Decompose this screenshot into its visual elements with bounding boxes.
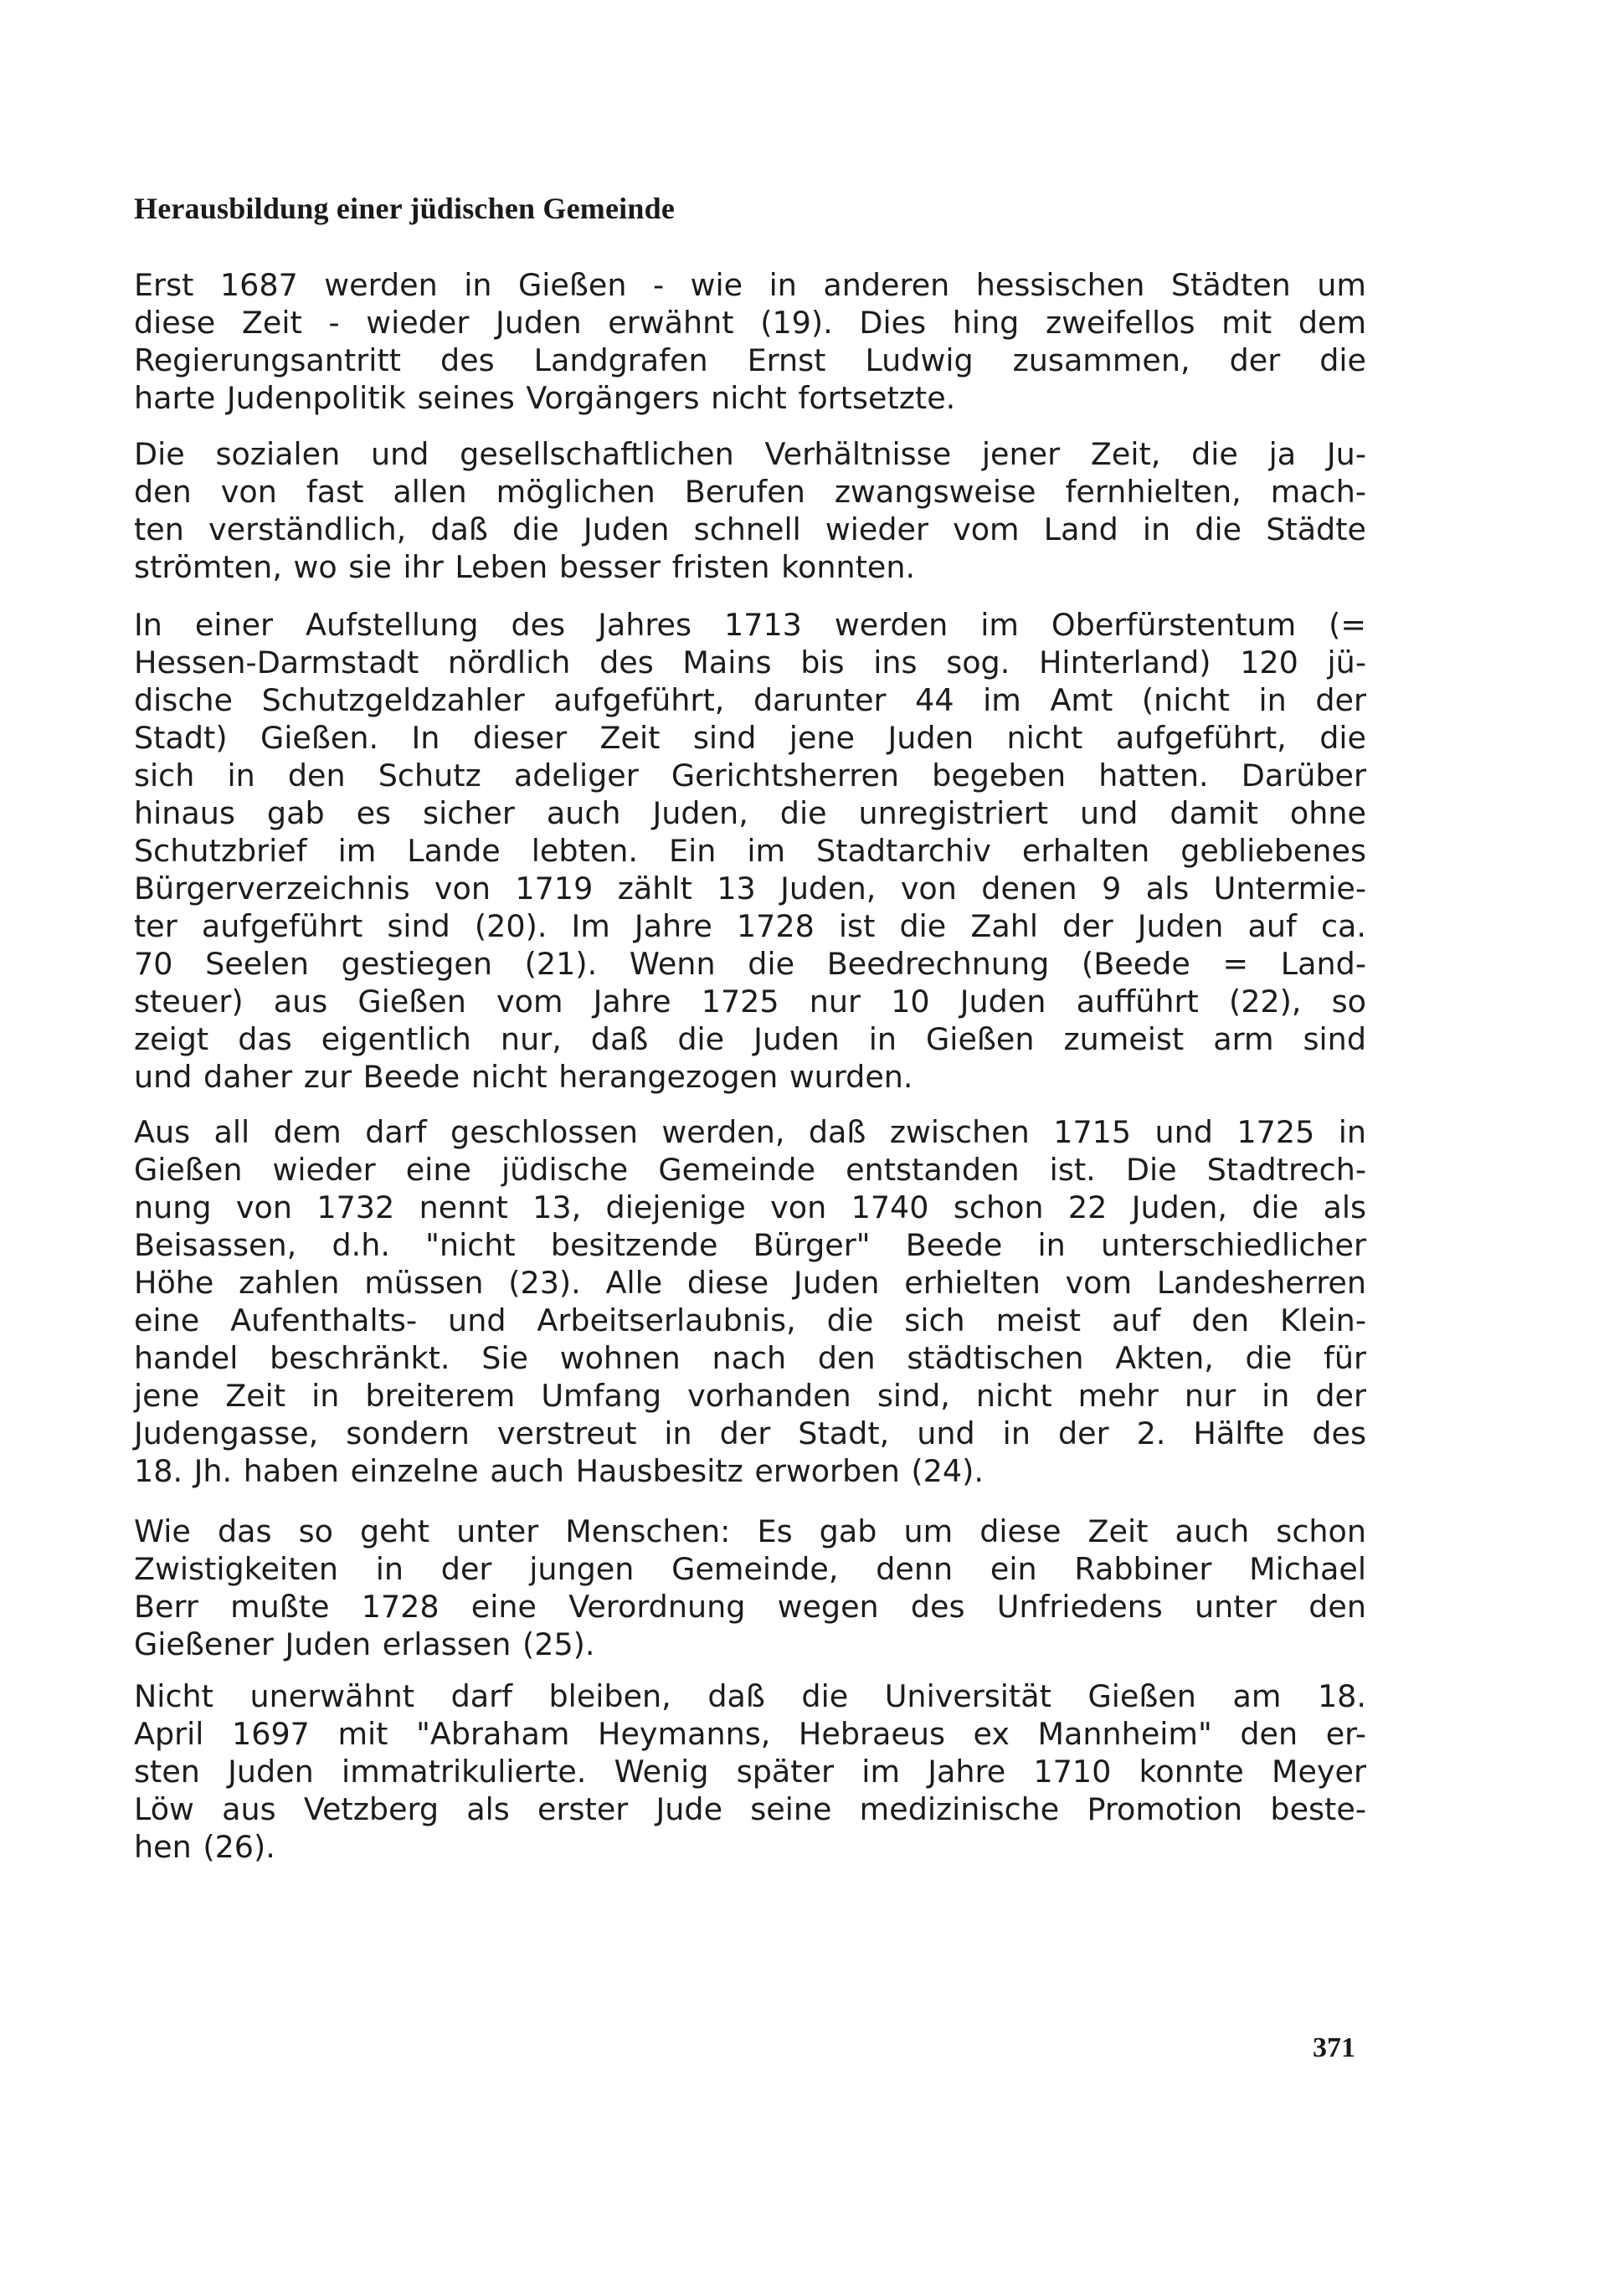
text-line: dische Schutzgeldzahler aufgeführt, darunter 44 im Amt (nicht in der: [134, 682, 1366, 718]
paragraph: [134, 435, 1366, 586]
text-line: Beisassen, d.h. "nicht besitzende Bürger" Beede in unterschiedlicher: [134, 1227, 1366, 1263]
text-line: zeigt das eigentlich nur, daß die Juden in Gießen zumeist arm sind: [134, 1021, 1366, 1057]
text-line: harte Judenpolitik seines Vorgängers nicht fortsetzte.: [134, 380, 956, 416]
text-line: Erst 1687 werden in Gießen - wie in anderen hessischen Städten um: [134, 267, 1366, 303]
paragraph: [134, 606, 1366, 1096]
paragraph: [134, 1113, 1366, 1490]
text-line: und daher zur Beede nicht herangezogen wurden.: [134, 1059, 913, 1095]
section-heading: Herausbildung einer jüdischen Gemeinde: [134, 192, 676, 225]
text-line: ten verständlich, daß die Juden schnell wieder vom Land in die Städte: [134, 511, 1366, 547]
text-line: Wie das so geht unter Menschen: Es gab um diese Zeit auch schon: [134, 1513, 1366, 1549]
text-line: hinaus gab es sicher auch Juden, die unregistriert und damit ohne: [134, 795, 1366, 831]
text-line: sten Juden immatrikulierte. Wenig später im Jahre 1710 konnte Meyer: [134, 1754, 1366, 1790]
text-line: hen (26).: [134, 1829, 275, 1865]
text-line: diese Zeit - wieder Juden erwähnt (19). Dies hing zweifellos mit dem: [134, 305, 1366, 341]
paragraph: [134, 1513, 1366, 1663]
text-line: sich in den Schutz adeliger Gerichtsherren begeben hatten. Darüber: [134, 758, 1366, 794]
text-line: steuer) aus Gießen vom Jahre 1725 nur 10 Juden aufführt (22), so: [134, 984, 1366, 1020]
text-line: Schutzbrief im Lande lebten. Ein im Stadtarchiv erhalten gebliebenes: [134, 833, 1366, 869]
text-line: Hessen-Darmstadt nördlich des Mains bis ins sog. Hinterland) 120 jü-: [134, 645, 1366, 681]
text-line: Bürgerverzeichnis von 1719 zählt 13 Juden, von denen 9 als Untermie-: [134, 871, 1366, 907]
text-line: Die sozialen und gesellschaftlichen Verhältnisse jener Zeit, die ja Ju-: [134, 436, 1366, 472]
paragraph: [134, 1677, 1366, 1866]
text-line: Gießener Juden erlassen (25).: [134, 1626, 595, 1662]
text-line: Stadt) Gießen. In dieser Zeit sind jene Juden nicht aufgeführt, die: [134, 720, 1366, 756]
text-line: den von fast allen möglichen Berufen zwangsweise fernhielten, mach-: [134, 474, 1366, 510]
text-line: ter aufgeführt sind (20). Im Jahre 1728 ist die Zahl der Juden auf ca.: [134, 908, 1366, 944]
text-line: Gießen wieder eine jüdische Gemeinde entstanden ist. Die Stadtrech-: [134, 1152, 1366, 1188]
text-line: Zwistigkeiten in der jungen Gemeinde, denn ein Rabbiner Michael: [134, 1551, 1366, 1587]
page-number: 371: [1313, 2032, 1355, 2063]
text-line: 70 Seelen gestiegen (21). Wenn die Beedrechnung (Beede = Land-: [134, 946, 1366, 982]
text-line: Nicht unerwähnt darf bleiben, daß die Universität Gießen am 18.: [134, 1678, 1366, 1714]
text-line: Höhe zahlen müssen (23). Alle diese Juden erhielten vom Landesherren: [134, 1265, 1366, 1301]
text-line: 18. Jh. haben einzelne auch Hausbesitz erworben (24).: [134, 1453, 984, 1489]
text-line: handel beschränkt. Sie wohnen nach den städtischen Akten, die für: [134, 1340, 1366, 1376]
text-line: nung von 1732 nennt 13, diejenige von 1740 schon 22 Juden, die als: [134, 1189, 1366, 1225]
text-line: strömten, wo sie ihr Leben besser fristen konnten.: [134, 549, 916, 585]
text-line: Löw aus Vetzberg als erster Jude seine medizinische Promotion beste-: [134, 1791, 1366, 1827]
text-line: Judengasse, sondern verstreut in der Stadt, und in der 2. Hälfte des: [134, 1415, 1366, 1451]
text-line: In einer Aufstellung des Jahres 1713 werden im Oberfürstentum (=: [134, 607, 1366, 643]
text-line: Berr mußte 1728 eine Verordnung wegen des Unfriedens unter den: [134, 1589, 1366, 1625]
text-line: Aus all dem darf geschlossen werden, daß zwischen 1715 und 1725 in: [134, 1114, 1366, 1150]
text-line: jene Zeit in breiterem Umfang vorhanden sind, nicht mehr nur in der: [134, 1378, 1366, 1414]
text-line: eine Aufenthalts- und Arbeitserlaubnis, die sich meist auf den Klein-: [134, 1302, 1366, 1338]
paragraph: [134, 266, 1366, 417]
text-line: Regierungsantritt des Landgrafen Ernst Ludwig zusammen, der die: [134, 342, 1366, 378]
text-line: April 1697 mit "Abraham Heymanns, Hebraeus ex Mannheim" den er-: [134, 1716, 1366, 1752]
